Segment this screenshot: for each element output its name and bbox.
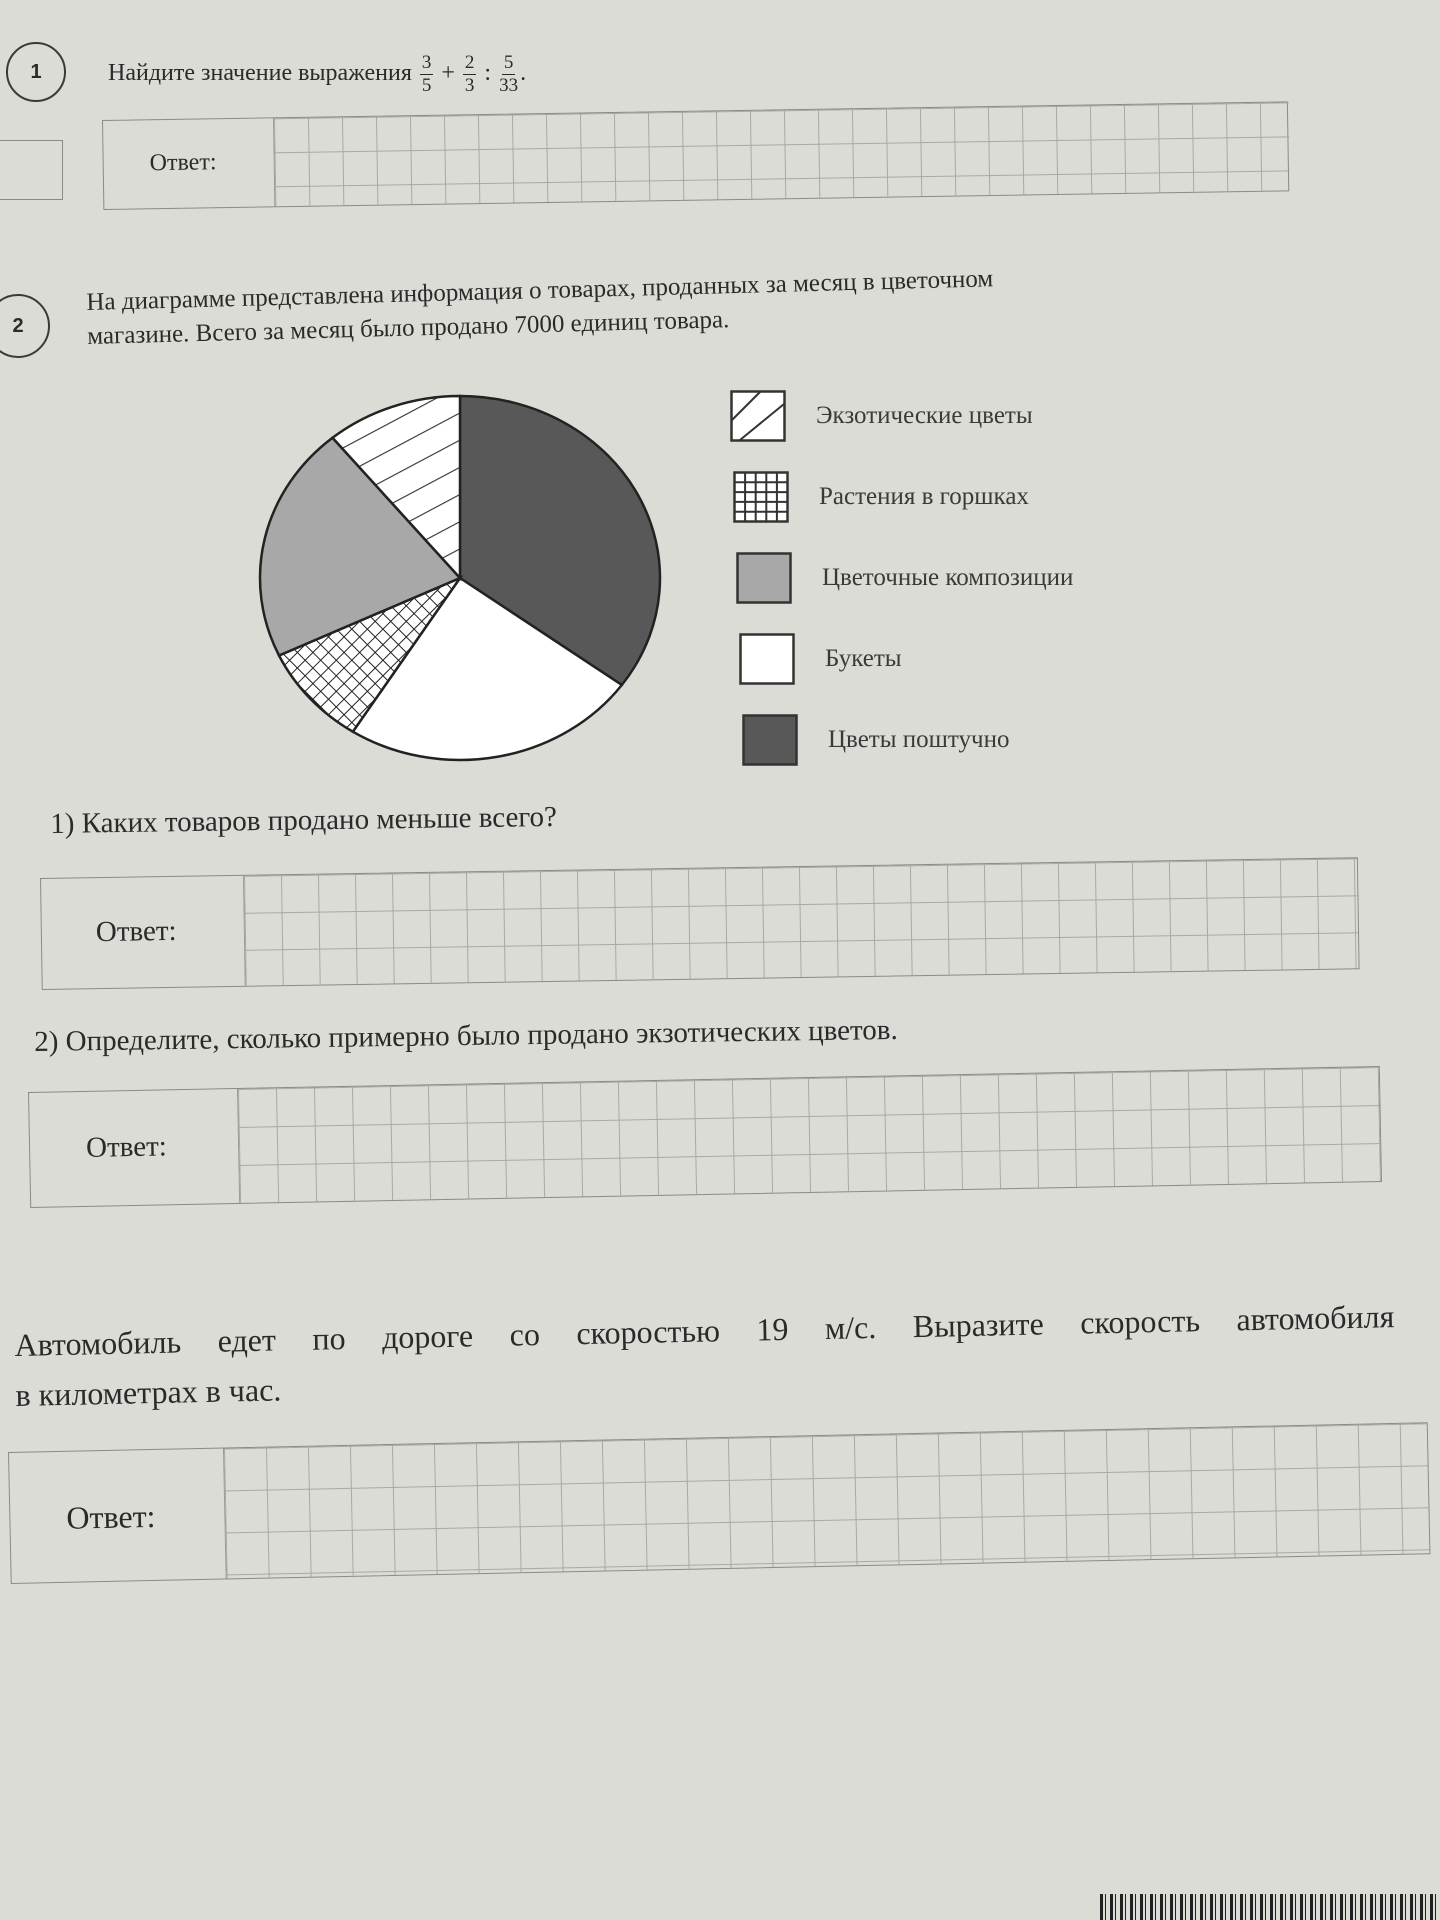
task2-q1-answer-box bbox=[40, 857, 1360, 990]
task3-answer-grid[interactable] bbox=[223, 1423, 1429, 1578]
legend-swatch-gray bbox=[736, 552, 792, 604]
task1-answer-grid[interactable] bbox=[273, 102, 1290, 206]
task2-q2-answer-label: Ответ: bbox=[85, 1130, 168, 1164]
task-number-1: 1 bbox=[6, 42, 66, 102]
legend-item-gray bbox=[736, 552, 1073, 604]
barcode bbox=[1100, 1894, 1440, 1920]
fraction-1 bbox=[420, 52, 434, 97]
legend-label: Букеты bbox=[825, 645, 902, 672]
score-box bbox=[0, 140, 63, 200]
task2-question2: 2) Определите, сколько примерно было продано экзотических цветов. bbox=[34, 1013, 898, 1058]
operator-plus: + bbox=[441, 60, 455, 87]
fraction-1-den: 5 bbox=[421, 75, 432, 96]
task-number-2: 2 bbox=[0, 294, 50, 358]
legend-label: Растения в горшках bbox=[819, 483, 1029, 510]
task2-question1: 1) Каких товаров продано меньше всего? bbox=[50, 800, 558, 840]
task2-q2-answer-box bbox=[28, 1066, 1382, 1208]
legend-swatch-white bbox=[739, 633, 795, 685]
legend-item-diagonal bbox=[730, 390, 1033, 442]
legend-label: Цветы поштучно bbox=[828, 726, 1010, 753]
task1-answer-box bbox=[102, 101, 1289, 210]
task2-q2-answer-grid[interactable] bbox=[237, 1067, 1381, 1203]
task2-q1-answer-label: Ответ: bbox=[95, 914, 177, 949]
expression-end: . bbox=[520, 60, 527, 87]
pie-slices bbox=[260, 396, 660, 760]
task1-prompt-text: Найдите значение выражения bbox=[108, 60, 412, 87]
legend-label: Экзотические цветы bbox=[816, 402, 1033, 429]
legend-swatch-crosshatch bbox=[733, 471, 789, 523]
task1-prompt bbox=[108, 52, 526, 97]
task3-answer-box bbox=[8, 1422, 1430, 1584]
task2-prompt-line1: На диаграмме представлена информация о товарах, проданных за месяц в цветочном bbox=[86, 265, 994, 316]
fraction-2-num: 2 bbox=[464, 52, 475, 73]
fraction-1-num: 3 bbox=[421, 52, 432, 73]
task2-q1-answer-grid[interactable] bbox=[243, 858, 1359, 985]
fraction-3-den: 33 bbox=[499, 75, 519, 96]
fraction-3-num: 5 bbox=[503, 52, 514, 73]
operator-divide: : bbox=[484, 60, 492, 87]
task3-prompt-line1: Автомобиль едет по дороге со скоростью 19 м/с. Выразите скорость автомобиля bbox=[14, 1298, 1395, 1363]
fraction-3 bbox=[499, 52, 518, 97]
legend-item-dark bbox=[742, 714, 1009, 766]
fraction-2 bbox=[463, 52, 477, 97]
task3-prompt-line2: в километрах в час. bbox=[15, 1371, 282, 1413]
task3-answer-label: Ответ: bbox=[66, 1497, 156, 1536]
legend-label: Цветочные композиции bbox=[822, 564, 1074, 591]
task1-answer-label: Ответ: bbox=[149, 149, 217, 177]
task2-prompt-line2: магазине. Всего за месяц было продано 7000 единиц товара. bbox=[86, 306, 730, 350]
pie-chart bbox=[250, 388, 670, 768]
legend-item-crosshatch bbox=[733, 471, 1029, 523]
task2-prompt bbox=[86, 254, 1327, 354]
legend-swatch-diagonal bbox=[730, 390, 786, 442]
legend-swatch-dark bbox=[742, 714, 798, 766]
task3-prompt bbox=[14, 1291, 1396, 1420]
fraction-2-den: 3 bbox=[464, 75, 475, 96]
legend-item-white bbox=[739, 633, 902, 685]
